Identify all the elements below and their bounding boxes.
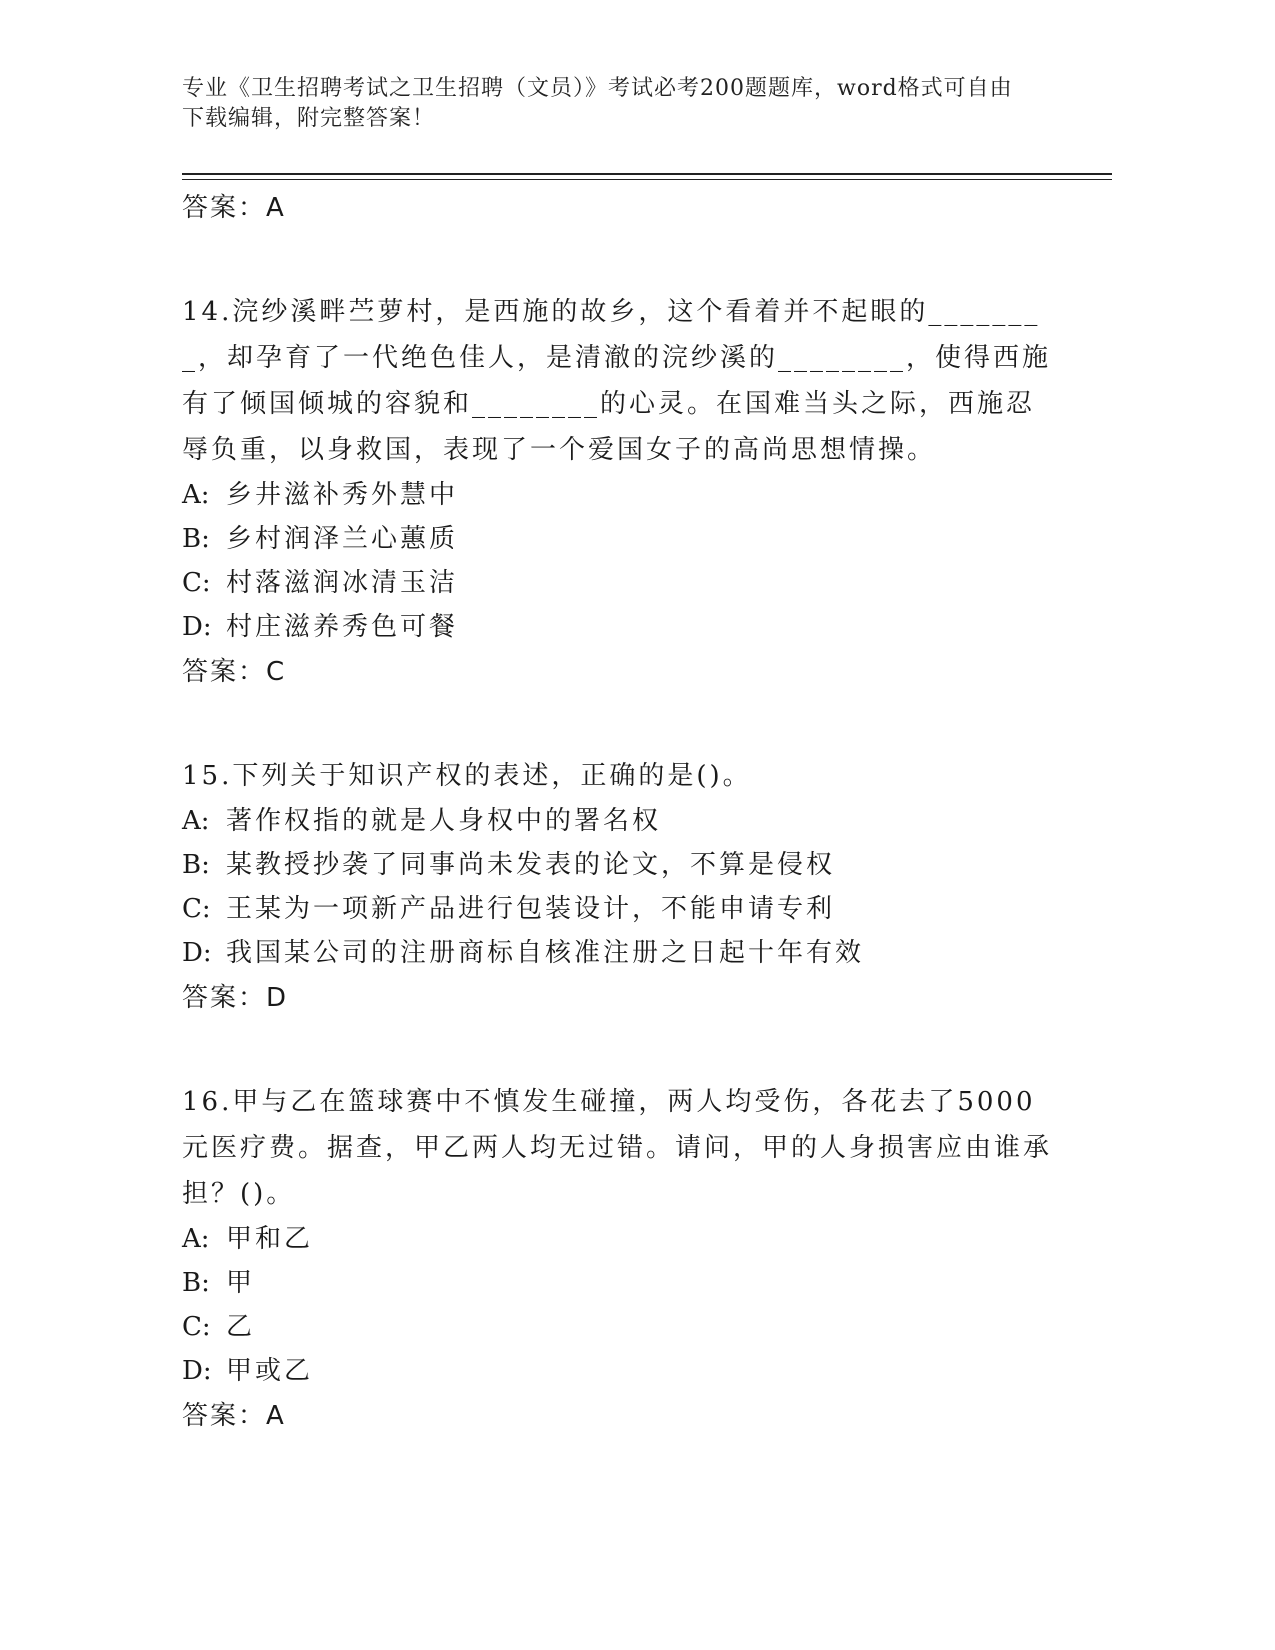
option-text: 村落滋润冰清玉洁 bbox=[226, 568, 459, 598]
question-stem: 15.下列关于知识产权的表述，正确的是()。 bbox=[182, 761, 752, 791]
option-c bbox=[182, 561, 1062, 605]
question-list bbox=[182, 185, 1062, 1439]
option-d bbox=[182, 1349, 1062, 1393]
option-key: D: bbox=[182, 938, 212, 968]
option-text: 甲和乙 bbox=[226, 1224, 314, 1254]
option-key: B: bbox=[182, 1268, 210, 1298]
question-15 bbox=[182, 753, 1062, 1021]
answer-line bbox=[182, 1393, 1062, 1439]
question-stem: 16.甲与乙在篮球赛中不慎发生碰撞，两人均受伤，各花去了5000元医疗费。据查，甲乙两人均无过错。请问，甲的人身损害应由谁承担？()。 bbox=[182, 1087, 1053, 1209]
question-14 bbox=[182, 289, 1062, 695]
option-text: 乡村润泽兰心蕙质 bbox=[226, 524, 459, 554]
option-key: D: bbox=[182, 1356, 212, 1386]
option-key: A: bbox=[182, 806, 210, 836]
option-text: 著作权指的就是人身权中的署名权 bbox=[226, 806, 662, 836]
spacer bbox=[182, 1021, 1062, 1079]
answer-line bbox=[182, 649, 1062, 695]
option-text: 某教授抄袭了同事尚未发表的论文，不算是侵权 bbox=[226, 850, 836, 880]
answer-value: C bbox=[266, 657, 286, 687]
option-key: C: bbox=[182, 568, 211, 598]
answer-value: D bbox=[266, 983, 288, 1013]
option-text: 我国某公司的注册商标自核准注册之日起十年有效 bbox=[226, 938, 865, 968]
spacer bbox=[182, 231, 1062, 289]
answer-value: A bbox=[266, 193, 285, 223]
answer-label: 答案： bbox=[182, 1401, 267, 1431]
option-d bbox=[182, 931, 1062, 975]
option-text: 村庄滋养秀色可餐 bbox=[226, 612, 459, 642]
option-c bbox=[182, 1305, 1062, 1349]
question-stem: 14.浣纱溪畔苎萝村，是西施的故乡，这个看着并不起眼的________，却孕育了一代绝色佳人，是清澈的浣纱溪的________，使得西施有了倾国倾城的容貌和________的心灵。在国难当头之际，西施忍辱负重，以身救国，表现了一个爱国女子的高尚思想情操。 bbox=[182, 297, 1052, 465]
answer-label: 答案： bbox=[182, 983, 267, 1013]
option-text: 乡井滋补秀外慧中 bbox=[226, 480, 459, 510]
option-d bbox=[182, 605, 1062, 649]
option-key: A: bbox=[182, 480, 210, 510]
option-key: D: bbox=[182, 612, 212, 642]
option-text: 甲或乙 bbox=[226, 1356, 314, 1386]
option-a bbox=[182, 799, 1062, 843]
option-b bbox=[182, 517, 1062, 561]
option-c bbox=[182, 887, 1062, 931]
header-divider-thin bbox=[182, 179, 1112, 180]
option-key: C: bbox=[182, 1312, 211, 1342]
option-a bbox=[182, 1217, 1062, 1261]
answer-line bbox=[182, 975, 1062, 1021]
spacer bbox=[182, 695, 1062, 753]
option-a bbox=[182, 473, 1062, 517]
header-note: 专业《卫生招聘考试之卫生招聘（文员）》考试必考200题题库，word格式可自由下载编辑，附完整答案！ bbox=[182, 76, 1013, 131]
answer-label: 答案： bbox=[182, 657, 267, 687]
answer-label: 答案： bbox=[182, 193, 267, 223]
option-b bbox=[182, 843, 1062, 887]
header-divider-thick bbox=[182, 173, 1112, 175]
answer-value: A bbox=[266, 1401, 285, 1431]
option-key: B: bbox=[182, 524, 210, 554]
question-16 bbox=[182, 1079, 1062, 1439]
option-key: C: bbox=[182, 894, 211, 924]
option-key: B: bbox=[182, 850, 210, 880]
option-key: A: bbox=[182, 1224, 210, 1254]
option-b bbox=[182, 1261, 1062, 1305]
option-text: 乙 bbox=[226, 1312, 256, 1342]
option-text: 王某为一项新产品进行包装设计，不能申请专利 bbox=[226, 894, 836, 924]
prev-answer-line bbox=[182, 185, 1062, 231]
option-text: 甲 bbox=[226, 1268, 256, 1298]
